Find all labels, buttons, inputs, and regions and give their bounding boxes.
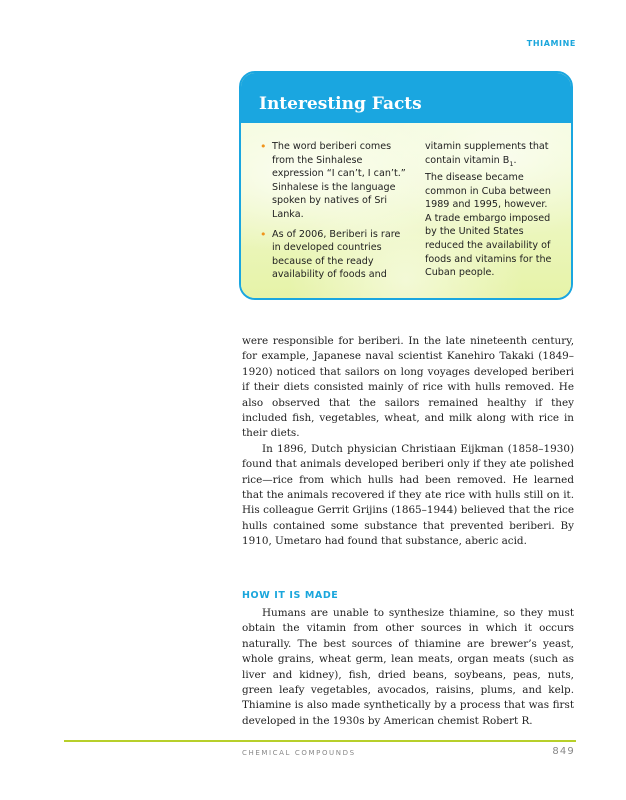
- page-number: 849: [552, 746, 575, 757]
- bullet-icon: •: [260, 227, 267, 241]
- subscript: 1: [509, 159, 514, 168]
- body-paragraph: In 1896, Dutch physician Christiaan Eijkman (1858–1930) found that animals developed beriberi only if they ate polished rice—rice from which hulls had been removed. He learned that the animals recovered if they ate rice with hulls still on it. His colleague Gerrit Grijins (1865–1944) believed that the rice hulls contained some substance that prevented beriberi. By 1910, Umetaro had found that substance, aberic acid.: [242, 442, 574, 548]
- running-head: THIAMINE: [526, 39, 576, 48]
- fact-item: [260, 140, 412, 222]
- fact-text: As of 2006, Beriberi is rare in developed countries because of the ready availability of foods and: [272, 228, 401, 281]
- sidebar-body: [241, 123, 571, 298]
- fact-continuation-text: vitamin supplements that contain vitamin B: [425, 141, 549, 166]
- body-paragraph: Humans are unable to synthesize thiamine, so they must obtain the vitamin from other sources in which it occurs naturally. The best sources of thiamine are brewer’s yeast, whole grains, wheat germ, lean meats, organ meats (such as liver and kidney), fish, dried beans, soybeans, peas, nuts, green leafy vegetables, avocados, raisins, plums, and kelp. Thiamine is also made synthetically by a process that was first developed in the 1930s by American chemist Robert R.: [242, 607, 574, 727]
- bullet-icon: •: [260, 140, 267, 153]
- fact-text: The word beriberi comes from the Sinhalese expression “I can’t, I can’t.” Sinhalese is the language spoken by natives of Sri Lanka.: [272, 141, 406, 220]
- body-paragraph: were responsible for beriberi. In the late nineteenth century, for example, Japanese naval scientist Kanehiro Takaki (1849–1920) noticed that sailors on long voyages developed beriberi if their diets consisted mainly of rice with hulls removed. He also observed that the sailors remained healthy if they included fish, vegetables, wheat, and milk along with rice in their diets.: [242, 335, 574, 440]
- sidebar-column-right: [425, 140, 565, 280]
- section-heading: HOW IT IS MADE: [242, 590, 339, 601]
- sidebar-column-left: [260, 140, 412, 288]
- body-text-lower: [242, 606, 574, 729]
- interesting-facts-sidebar: [239, 71, 573, 300]
- sidebar-header: [241, 73, 571, 123]
- fact-item: [260, 228, 412, 282]
- sidebar-title: Interesting Facts: [259, 94, 422, 114]
- fact-continuation: The disease became common in Cuba between 1989 and 1995, however.: [425, 172, 551, 211]
- fact-continuation: A trade embargo imposed by the United States reduced the availability of foods and vitamins for the Cuban people.: [425, 212, 552, 279]
- fact-continuation: vitamin supplements that contain vitamin $B_1$.: [425, 141, 549, 168]
- footer-book-title: CHEMICAL COMPOUNDS: [242, 749, 356, 757]
- body-text-upper: [242, 334, 574, 550]
- footer-rule: [64, 740, 576, 742]
